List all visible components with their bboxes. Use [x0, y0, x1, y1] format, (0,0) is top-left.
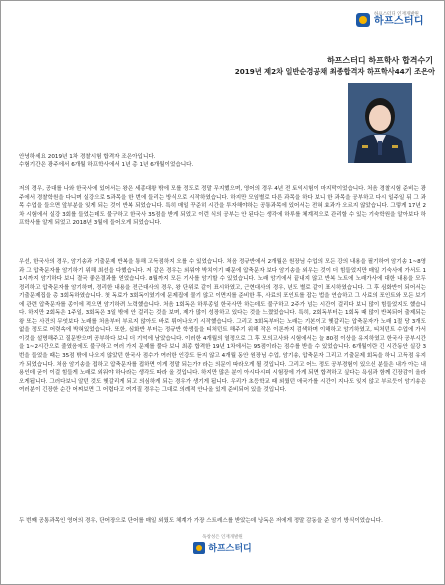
page-subtitle: 2019년 제2차 일반순경공채 최종합격자 하프학사44기 조은아: [234, 67, 435, 76]
footer-logo-row: [193, 541, 251, 554]
greeting-line: 수험기간은 광주에서 6개월 하프학사에서 1년 총 1년 6개월이었습니다.: [19, 162, 194, 168]
body-paragraph: 저의 경우, 공대를 나와 한국사에 있어서는 왕은 세종대왕 밖에 모를 정도로 정말 무지했으며, 영어의 경우 4년 전 토익시험이 마지막이었습니다. 처음 경찰시험 준비는 광주에서 경찰학원을 다니며 실강으로 5과목을 한 번에 들리는 방식으로 시작하였습니다. 하지만 모임별로 다른 과목을 하다 보니 한 과목을 공부하고 다시 일주일 뒤 그 과목 수업을 들으면 앞부분을 잊게 되는 것이 반복 되었습니다. 특히 매일 꾸준히 시간을 투자해야하는 공통과목에 있어서는 전혀 효과가 오르지 않았습니다. 그렇게 17년 2차 시험에서 실강 3회를 들었는데도 불구하고 한국사 35점을 받게 되었고 이런 식의 공부는 안 된다는 생각에 하루를 체계적으로 관리할 수 있는 기숙학원을 알아보다 하프학사를 알게 되었고 2018년 3월에 들어오게 되었습니다.: [19, 186, 426, 227]
brand-logo: [356, 7, 426, 33]
greeting: [19, 153, 339, 169]
body-paragraph: 두 번째 공통과목인 영어의 경우, 단어장으로 단어를 매일 외웠도 체계가 가장 스트레스를 받았는데 낭독은 저에게 정말 감동을 준 암기 방식이었습니다.: [19, 518, 383, 524]
logo-name: 하프스터디: [374, 16, 424, 28]
logo-mark-icon: [356, 13, 370, 27]
body-paragraph: 우선, 한국사의 경우, 암기송과 기출문제 반복을 통해 고득점하지 오를 수 있었습니다. 처음 정규반에서 2개월은 원장님 수업의 모든 강의 내용을 필기하여 암기송 1~8영과 그 압축문자를 암기하기 위해 최선을 다했습니다. 저 같은 경우는 외워야 박치이기 때문에 압축문자 보다 암기송을 외우는 것이 더 힘들었지만 매일 기숙사에 가서도 11시까지 암기하다 보니 결국 좋은결과를 얻었습니다. 8월까지 모든 기사를 암기할 수 있었습니다. 노래 암기에서 끝내지 않고 반복 노트에 노래가사에 대한 내용을 모두 정리하고 압축문자를 암기하며, 정리한 내용을 전근대사의 경우, 왕 단위로 같이 표시하였고, 근현대사의 경우, 년도 별로 같이 표시하였습니다. 그 후 심화반이 되어서는 기출문제집을 총 3회독하였습니다. 첫 독료가 3회독이였기에 문제집에 물기 않고 이면지를 준비한 후, 사료의 포인트를 잡는 법을 연습하고 그 사료의 포인트와 모든 보기에 관련 압축문자를 종이에 적으면 암기하려 노력했습니다. 처음 1회독은 하루종일 한국사만 하는데도 불구하고 2주가 넘는 시간이 걸리다 보니 많이 힘들었지도 했습니다. 하지만 2회독은 1주일, 3회독은 3일 밖에 안 걸리는 것을 보며, 제가 많이 성장하고 있다는 것을 느꼈었습니다. 특히, 2회독부터는 1회독 때 많이 반복되어 출제되는 왕 또는 사건의 무엇보다 노래를 처음부터 부르지 않아도 바로 튀어나오기 시작했습니다. 그리고 3회독부터는 노래는 기본이고 헷갈리는 압축문자가 노래 1절 당 3개도 없을 정도로 어렷속에 박혀있었습니다. 또한, 심화반 부터는 정규반 학생들을 티처던트 해주기 위해 작은 이론까지 검색하며 이해하고 암기하였고, 티처던트 수업에 가서 이것을 설명해주고 질문받으며 공부하다 보니 더 기억에 남았습니다. 이러한 4개월의 열정으로 그 후 모의고사와 시험에서는 늘 80점 이상을 유지하였고 한국사 공부시간을 1~2시간으로 줄였음에도 불구하고 여러 가지 문제를 풀다 보니 최종 합격한 19년 1차에서는 95점이라는 점수를 받을 수 있었습니다. 6개월이란 긴 시간동안 실강 3번을 들었을 때는 35점 밖에 나오지 않았던 한국사 점수가 여러한 인강도 듣지 않고 4개월 동안 원장님 수업, 암기송, 압축문자 그리고 기출문제 회독을 하니 고득점 유지가 되었습니다. 처음 암기송을 접하고 압축문자를 접하면 이게 정말 되는가? 라는 의문이 따라오게 될 것입니다. 그리고 어느 정도 공부경험이 있으신 분들은 내가 아는 내용인데 굳이 이걸 힘들게 노래로 외워야 하나라는 생각도 따라 올 것입니다. 하지만 많은 분이 아시다시피 시험장에 가게 되면 합격하고 싶다는 욕심과 함께 긴장감이 올라 오게됩니다. 그러다보니 알던 것도 헷갈리게 되고 의심하게 되는 경우가 생기게 됩니다. 우리가 초등학교 때 외웠던 애국가를 시간이 지나도 잊지 않고 부르듯이 암기송은 여러분이 긴장한 순간 어찌보면 그 어렵다고 여겨질 경우는 그대로 의례적 안나올 있게 준비되어 있을 것입니다.: [19, 259, 426, 394]
logo-text: [374, 13, 424, 28]
footer-tagline: 독창성은 인재개발원: [202, 535, 243, 540]
logo-tagline: 하프스터디 인재개발원: [374, 11, 419, 17]
page-title: 하프스터디 하프학사 합격수기: [326, 56, 433, 65]
portrait-photo: [348, 83, 412, 163]
footer-logo: [1, 534, 444, 554]
greeting-line: 안녕하세요 2019년 1차 경찰시험 합격자 조은아입니다.: [19, 154, 156, 160]
footer-logo-name: 하프스터디: [208, 544, 252, 554]
logo-mark-icon: [193, 542, 205, 554]
portrait-photo-icon: [348, 83, 412, 163]
